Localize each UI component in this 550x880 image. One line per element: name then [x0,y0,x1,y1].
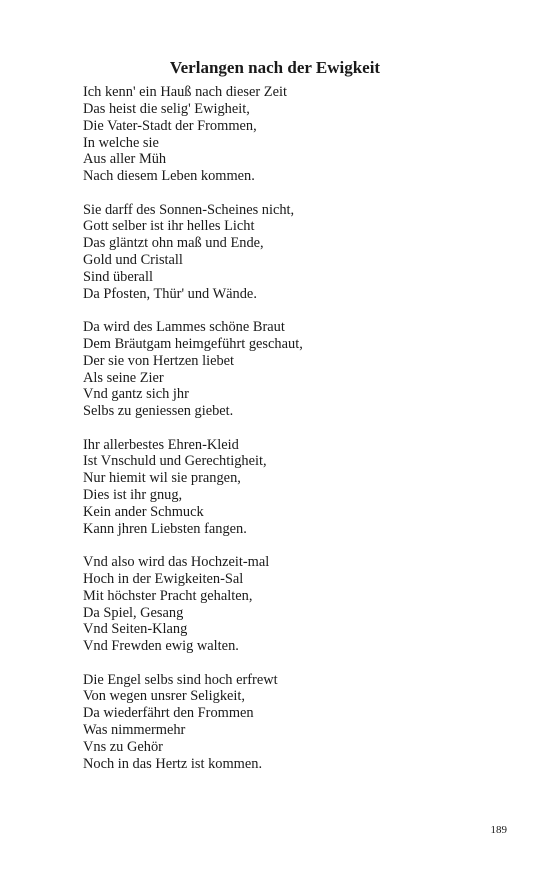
poem-line: Mit höchster Pracht gehalten, [83,587,253,604]
poem-line: Nur hiemit wil sie prangen, [83,470,241,487]
poem-body [83,84,503,789]
poem-line: Selbs zu geniessen giebet. [83,403,234,420]
poem-line: Da wiederfährt den Frommen [83,705,254,722]
poem-line: Vnd gantz sich jhr [83,386,189,403]
poem-line: Kein ander Schmuck [83,503,204,520]
poem-line: Hoch in der Ewigkeiten-Sal [83,570,244,587]
poem-line: Da wird des Lammes schöne Braut [83,319,285,335]
poem-line: Der sie von Hertzen liebet [83,352,235,369]
poem-line: Da Pfosten, Thür' und Wände. [83,285,257,302]
poem-line: Noch in das Hertz ist kommen. [83,755,263,772]
poem-line: Dem Bräutgam heimgeführt geschaut, [83,335,303,352]
poem-line: Vnd also wird das Hochzeit-mal [83,554,270,570]
poem-line: Was nimmermehr [83,722,186,739]
stanza-5 [83,554,503,655]
poem-line: Als seine Zier [83,369,164,386]
poem-line: Gott selber ist ihr helles Licht [83,218,255,235]
poem-line: Ihr allerbestes Ehren-Kleid [83,436,239,453]
poem-line: Vns zu Gehör [83,738,163,755]
stanza-4 [83,437,503,538]
poem-line: Von wegen unsrer Seligkeit, [83,688,245,705]
poem-line: Die Vater-Stadt der Frommen, [83,117,257,134]
poem-line: Da Spiel, Gesang [83,604,184,621]
page-number: 189 [490,824,507,836]
poem-line: Sind überall [83,268,153,285]
poem-line: Gold und Cristall [83,252,183,269]
poem-line: Kann jhren Liebsten fangen. [83,520,247,537]
poem-line: Sie darff des Sonnen-Scheines nicht, [83,201,295,218]
poem-line: Ist Vnschuld und Gerechtigheit, [83,453,267,470]
poem-line: Das gläntzt ohn maß und Ende, [83,235,264,252]
stanza-1 [83,84,503,185]
poem-line: Nach diesem Leben kommen. [83,168,255,185]
poem-line: Die Engel selbs sind hoch erfrewt [83,671,278,688]
poem-line: Vnd Frewden ewig walten. [83,638,239,655]
poem-title: Verlangen nach der Ewigkeit [169,58,381,77]
poem-line: Ich kenn' ein Hauß nach dieser Zeit [83,84,287,100]
poem-line: Vnd Seiten-Klang [83,621,188,638]
stanza-2 [83,202,503,303]
poem-line: In welche sie [83,134,159,151]
poem-line: Dies ist ihr gnug, [83,487,183,504]
stanza-3 [83,319,503,420]
poem-line: Aus aller Müh [83,151,167,168]
poem-line: Das heist die selig' Ewigheit, [83,100,250,117]
stanza-6 [83,672,503,773]
